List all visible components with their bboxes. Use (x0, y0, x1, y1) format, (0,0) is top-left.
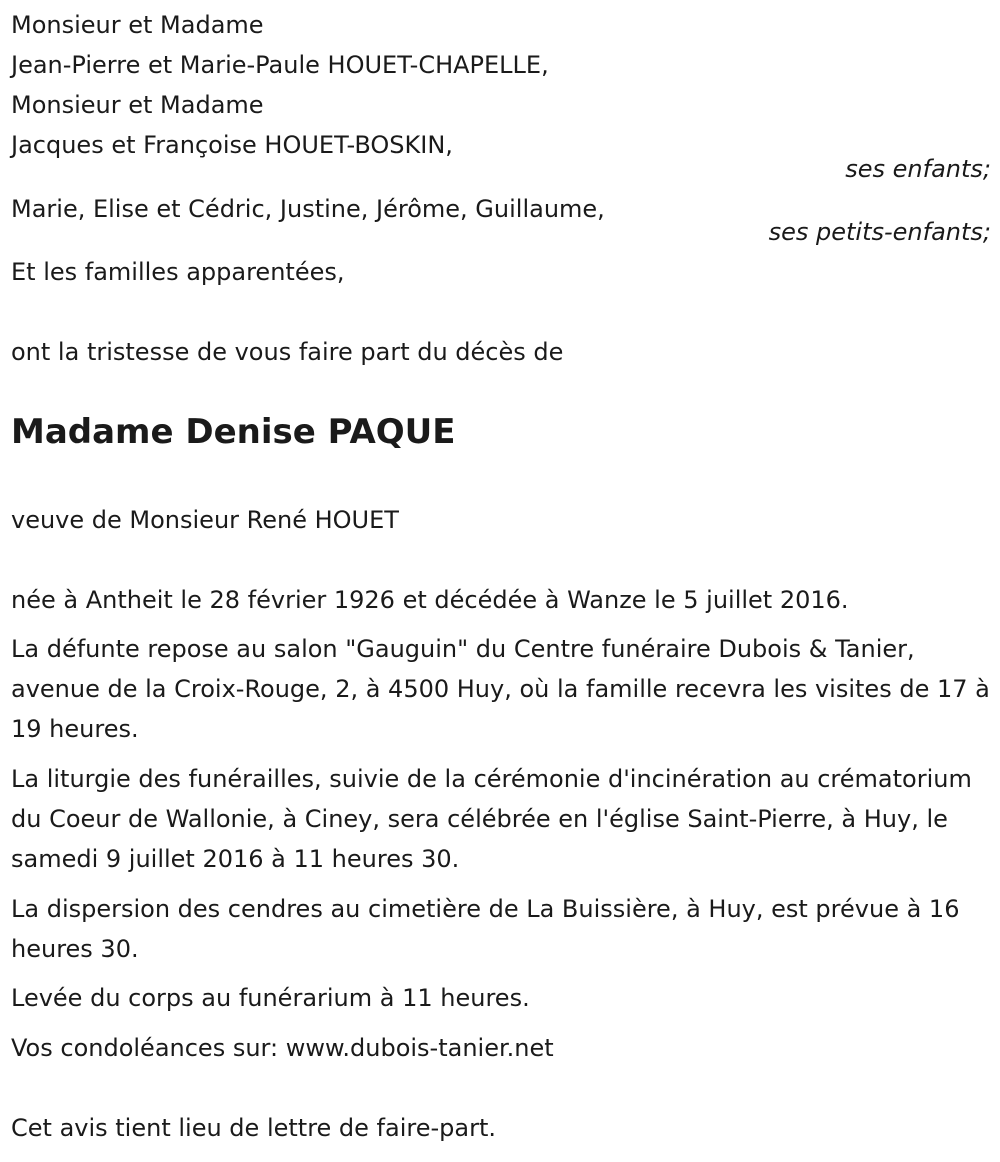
levee-line: Levée du corps au funérarium à 11 heures. (11, 984, 530, 1012)
announcement-text: ont la tristesse de vous faire part du décès de (11, 338, 564, 366)
widow-of: veuve de Monsieur René HOUET (11, 506, 399, 534)
liturgy-paragraph: La liturgie des funérailles, suivie de la cérémonie d'incinération au crématorium du Coeur de Wallonie, à Ciney, sera célébrée en l'église Saint-Pierre, à Huy, le samedi 9 juillet 2016 à 11 heures 30. (11, 765, 972, 873)
closing-line: Cet avis tient lieu de lettre de faire-part. (11, 1114, 496, 1142)
grandchildren-label: ses petits-enfants; (768, 218, 991, 246)
related-families: Et les familles apparentées, (11, 258, 345, 286)
obituary-notice (11, 0, 991, 1162)
grandchildren-names: Marie, Elise et Cédric, Justine, Jérôme, Guillaume, (11, 195, 605, 223)
children-line-2: Jean-Pierre et Marie-Paule HOUET-CHAPELLE, (11, 51, 549, 79)
children-line-3: Monsieur et Madame (11, 91, 264, 119)
deceased-name: Madame Denise PAQUE (11, 412, 456, 452)
condolences-line: Vos condoléances sur: www.dubois-tanier.net (11, 1034, 554, 1062)
birth-death-line: née à Antheit le 28 février 1926 et décédée à Wanze le 5 juillet 2016. (11, 586, 849, 614)
children-label: ses enfants; (845, 155, 991, 183)
children-line-1: Monsieur et Madame (11, 11, 264, 39)
children-line-4: Jacques et Françoise HOUET-BOSKIN, (11, 131, 453, 159)
repose-paragraph: La défunte repose au salon "Gauguin" du Centre funéraire Dubois & Tanier, avenue de la Croix-Rouge, 2, à 4500 Huy, où la famille recevra les visites de 17 à 19 heures. (11, 635, 990, 743)
dispersion-paragraph: La dispersion des cendres au cimetière de La Buissière, à Huy, est prévue à 16 heures 30. (11, 895, 960, 963)
